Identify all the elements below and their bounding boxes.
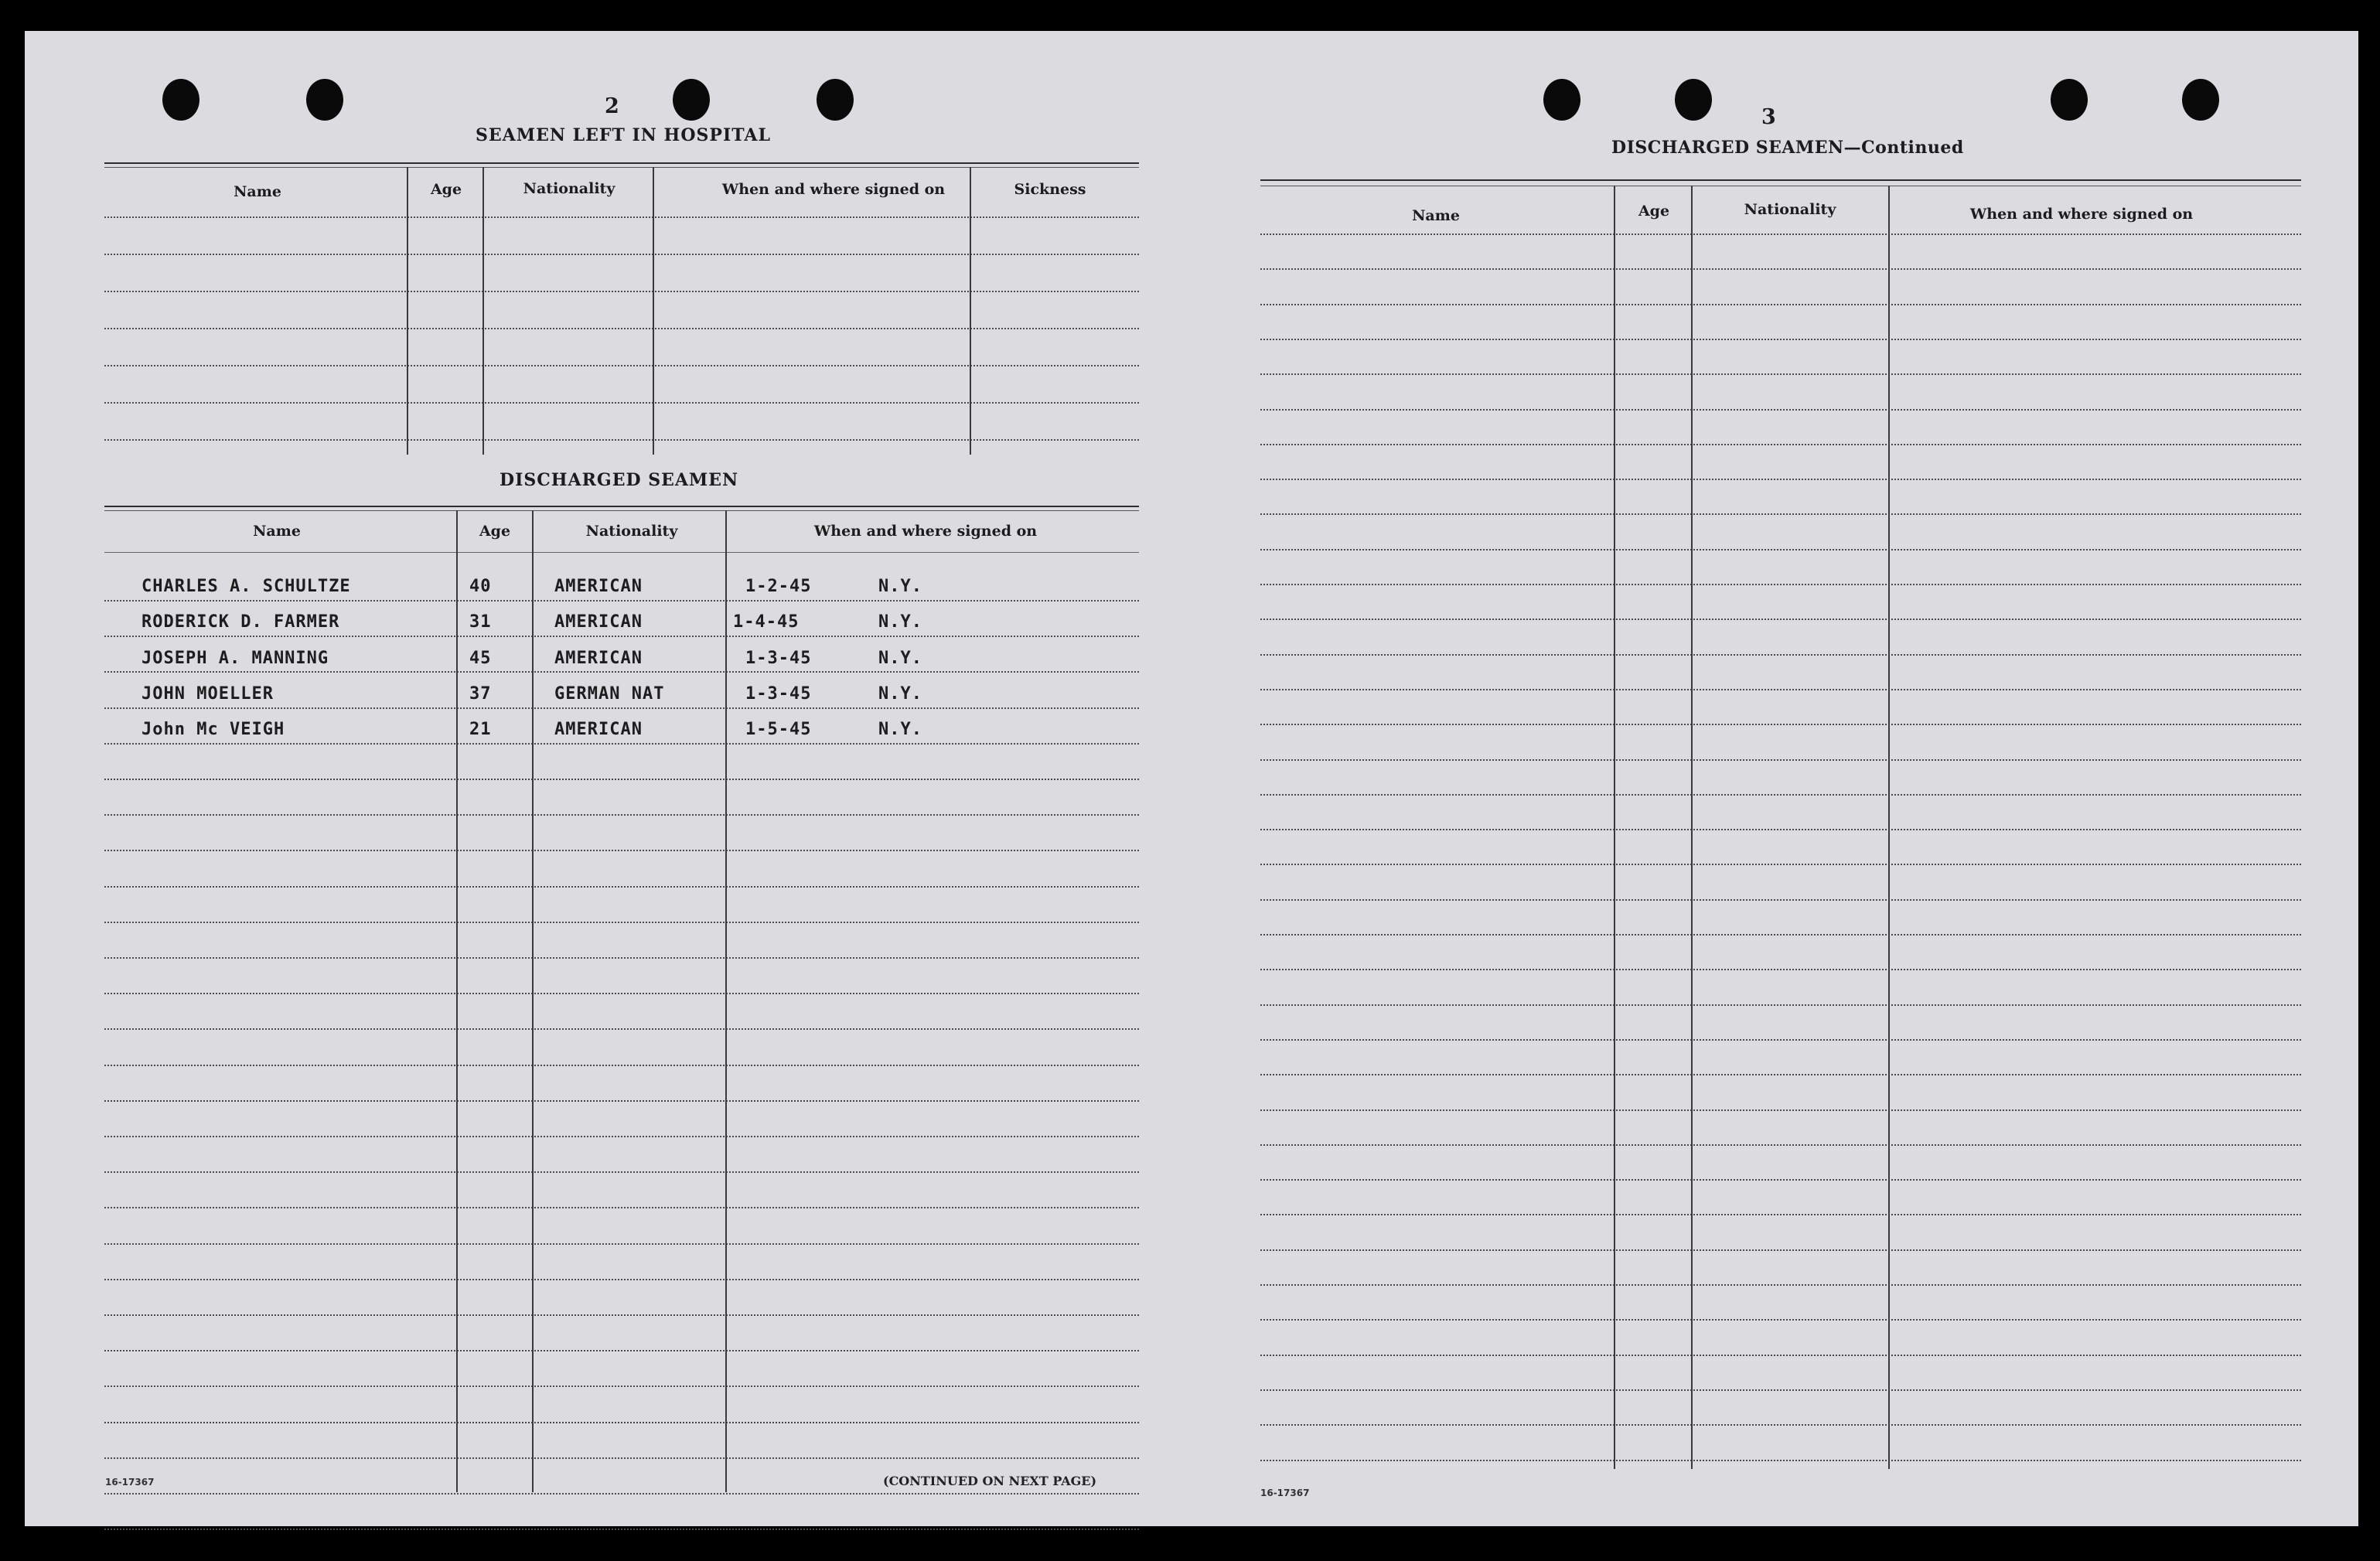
ruled-line: [1260, 584, 2301, 585]
ruled-line: [1260, 1004, 2301, 1006]
continued-title: DISCHARGED SEAMEN—Continued: [1611, 138, 1964, 158]
ruled-line: [1260, 373, 2301, 375]
punch-hole: [1543, 79, 1580, 121]
seaman-nationality: AMERICAN: [554, 612, 643, 632]
ruled-line: [1260, 829, 2301, 830]
seaman-nationality: GERMAN NAT: [554, 684, 665, 704]
ruled-line: [104, 167, 1139, 168]
page-number: 3: [1761, 105, 1776, 129]
ruled-line: [104, 365, 1139, 366]
ruled-line: [1260, 899, 2301, 901]
punch-hole: [673, 79, 710, 121]
ruled-line: [104, 402, 1139, 404]
ruled-line: [1260, 1319, 2301, 1321]
hospital-header-age: Age: [430, 181, 462, 198]
ruled-line: [104, 439, 1139, 441]
ruled-line: [1260, 1214, 2301, 1215]
ruled-line: [1260, 444, 2301, 445]
header-age: Age: [1638, 203, 1670, 220]
discharged-header-signed-on: When and where signed on: [813, 523, 1038, 540]
ruled-line: [1260, 969, 2301, 970]
seaman-signed-date: 1-2-45: [745, 577, 812, 596]
seaman-signed-place: N.Y.: [878, 612, 922, 632]
ruled-line: [1260, 759, 2301, 761]
seaman-nationality: AMERICAN: [554, 720, 643, 739]
ruled-line: [1260, 1109, 2301, 1111]
ruled-line: [104, 707, 1139, 709]
hospital-header-nationality: Nationality: [523, 180, 615, 197]
ruled-line: [104, 254, 1139, 255]
ruled-line: [1260, 934, 2301, 936]
ruled-line: [104, 814, 1139, 816]
ruled-line: [104, 506, 1139, 507]
ruled-line: [1260, 268, 2301, 270]
ruled-line: [1260, 1039, 2301, 1041]
seaman-name: CHARLES A. SCHULTZE: [142, 577, 351, 596]
ruled-line: [1260, 339, 2301, 340]
seaman-signed-place: N.Y.: [878, 720, 922, 739]
ruled-line: [1260, 549, 2301, 550]
ruled-line: [104, 636, 1139, 637]
ruled-line: [104, 1207, 1139, 1208]
ruled-line: [1260, 304, 2301, 305]
column-divider: [725, 510, 727, 1492]
ruled-line: [1260, 1144, 2301, 1146]
column-divider: [456, 510, 458, 1492]
seaman-age: 37: [469, 684, 492, 704]
seaman-signed-place: N.Y.: [878, 577, 922, 596]
ruled-line: [1260, 864, 2301, 865]
ruled-line: [1260, 1074, 2301, 1075]
ruled-line: [104, 1350, 1139, 1351]
punch-hole: [817, 79, 854, 121]
ruled-line: [104, 510, 1139, 511]
seaman-signed-place: N.Y.: [878, 649, 922, 668]
seaman-signed-date: 1-3-45: [745, 649, 812, 668]
seaman-signed-date: 1-3-45: [745, 684, 812, 704]
ruled-line: [104, 1279, 1139, 1280]
seaman-signed-place: N.Y.: [878, 684, 922, 704]
header-nationality: Nationality: [1744, 201, 1836, 218]
continued-note: (CONTINUED ON NEXT PAGE): [883, 1474, 1097, 1488]
ruled-line: [1260, 619, 2301, 620]
ruled-line: [1260, 724, 2301, 725]
hospital-header-name: Name: [234, 183, 281, 200]
column-divider: [653, 167, 654, 455]
seaman-age: 31: [469, 612, 492, 632]
hospital-title: SEAMEN LEFT IN HOSPITAL: [476, 125, 771, 145]
ruled-line: [104, 886, 1139, 888]
ruled-line: [104, 1493, 1139, 1495]
ruled-line: [1260, 1249, 2301, 1251]
page-number: 2: [605, 94, 619, 118]
ruled-line: [1260, 1424, 2301, 1426]
ruled-line: [104, 1100, 1139, 1102]
ruled-line: [1260, 233, 2301, 235]
seaman-name: JOSEPH A. MANNING: [142, 649, 329, 668]
ruled-line: [104, 1243, 1139, 1245]
ruled-line: [104, 671, 1139, 673]
seaman-age: 21: [469, 720, 492, 739]
ruled-line: [104, 850, 1139, 851]
ruled-line: [104, 1457, 1139, 1459]
header-signed-on: When and where signed on: [1969, 206, 2194, 223]
ruled-line: [1260, 689, 2301, 690]
ruled-line: [1260, 479, 2301, 480]
ruled-line: [104, 328, 1139, 329]
ruled-line: [104, 1171, 1139, 1173]
ruled-line: [104, 1422, 1139, 1423]
ruled-line: [104, 291, 1139, 292]
ruled-line: [104, 993, 1139, 994]
column-divider: [970, 167, 971, 455]
seaman-signed-date: 1-4-45: [733, 612, 800, 632]
hospital-header-signed-on: When and where signed on: [721, 181, 946, 198]
punch-hole: [162, 79, 199, 121]
right-page: [1200, 31, 2358, 1526]
seaman-signed-date: 1-5-45: [745, 720, 812, 739]
ruled-line: [104, 162, 1139, 164]
seaman-nationality: AMERICAN: [554, 649, 643, 668]
form-number: 16-17367: [105, 1477, 155, 1488]
ruled-line: [1260, 1284, 2301, 1286]
ruled-line: [104, 1028, 1139, 1030]
discharged-header-nationality: Nationality: [585, 523, 678, 540]
punch-hole: [1675, 79, 1712, 121]
ruled-line: [1260, 1179, 2301, 1181]
ruled-line: [104, 1529, 1139, 1530]
ruled-line: [104, 1385, 1139, 1387]
column-divider: [407, 167, 408, 455]
discharged-header-age: Age: [479, 523, 511, 540]
ruled-line: [104, 1136, 1139, 1137]
ruled-line: [1260, 654, 2301, 656]
hospital-header-sickness: Sickness: [1014, 181, 1086, 198]
seaman-age: 45: [469, 649, 492, 668]
column-divider: [532, 510, 534, 1492]
seaman-name: RODERICK D. FARMER: [142, 612, 340, 632]
ruled-line: [1260, 1389, 2301, 1391]
column-divider: [1691, 186, 1693, 1469]
column-divider: [1614, 186, 1615, 1469]
seaman-name: JOHN MOELLER: [142, 684, 274, 704]
seaman-name: John Mc VEIGH: [142, 720, 285, 739]
ruled-line: [104, 779, 1139, 780]
discharged-header-name: Name: [253, 523, 301, 540]
punch-hole: [306, 79, 343, 121]
seaman-nationality: AMERICAN: [554, 577, 643, 596]
ruled-line: [1260, 794, 2301, 796]
form-number: 16-17367: [1260, 1488, 1310, 1498]
ruled-line: [104, 922, 1139, 923]
seaman-age: 40: [469, 577, 492, 596]
ruled-line: [1260, 1460, 2301, 1461]
ruled-line: [104, 1065, 1139, 1066]
punch-hole: [2182, 79, 2219, 121]
ruled-line: [104, 600, 1139, 602]
ruled-line: [104, 216, 1139, 218]
ruled-line: [1260, 179, 2301, 181]
ruled-line: [1260, 409, 2301, 411]
ruled-line: [104, 1314, 1139, 1316]
punch-hole: [2051, 79, 2088, 121]
column-divider: [1888, 186, 1890, 1469]
ruled-line: [1260, 1355, 2301, 1356]
ruled-line: [1260, 513, 2301, 515]
ruled-line: [104, 552, 1139, 553]
header-name: Name: [1412, 207, 1460, 224]
ruled-line: [104, 957, 1139, 959]
left-page: [25, 31, 1200, 1526]
column-divider: [482, 167, 484, 455]
ruled-line: [104, 743, 1139, 745]
discharged-title: DISCHARGED SEAMEN: [500, 470, 739, 490]
